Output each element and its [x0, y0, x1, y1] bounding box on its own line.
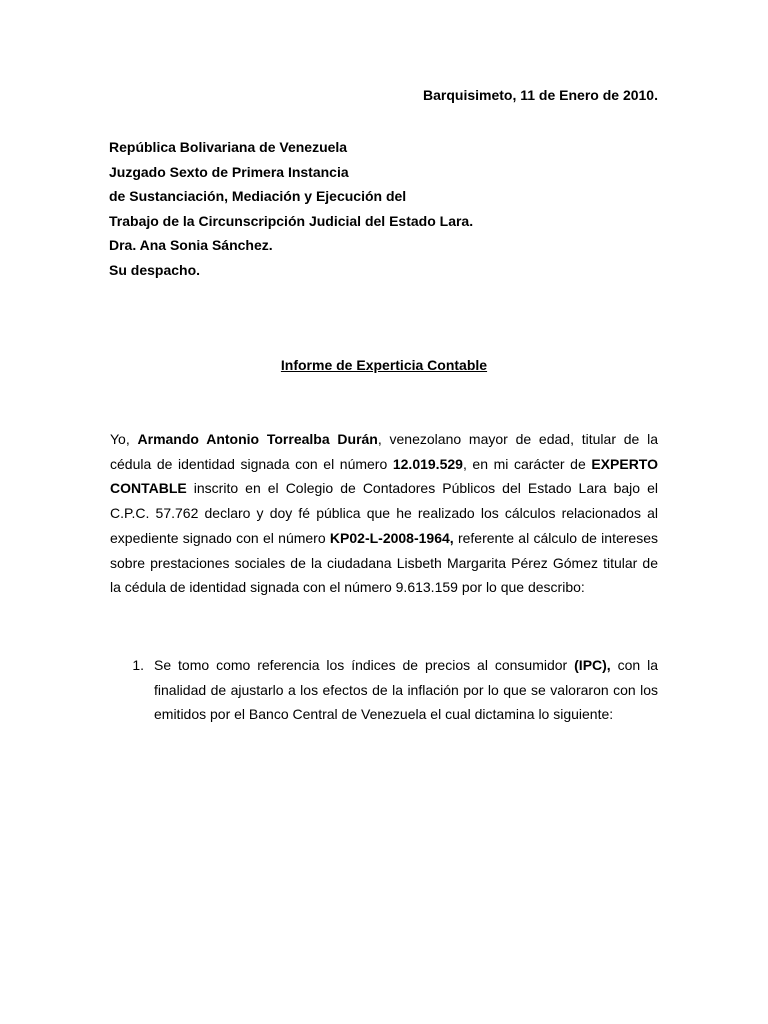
addressee-line: República Bolivariana de Venezuela	[109, 139, 348, 155]
id-number: 12.019.529	[392, 455, 463, 472]
list-item-segment: con la finalidad de ajustarlo a los efectos de la inflación por lo que se valoraron con los emitidos por el Banco Central de Venezuela el cual dictamina lo siguiente:	[154, 657, 659, 723]
paragraph-text: , venezolano mayor de edad, titular de la cédula de identidad signada con el número	[110, 431, 659, 472]
document-title: Informe de Experticia Contable	[280, 357, 488, 373]
addressee-line: Trabajo de la Circunscripción Judicial del Estado Lara.	[109, 212, 474, 229]
addressee-block	[109, 135, 473, 283]
expert-role: EXPERTO CONTABLE	[110, 455, 658, 497]
paragraph-text: inscrito en el Colegio de Contadores Públicos del Estado Lara bajo el C.P.C. 57.762 declaro y doy fé pública que he realizado los cálculos relacionados al expediente signado con el número	[110, 480, 658, 546]
body-paragraph	[110, 427, 658, 600]
addressee-line: Juzgado Sexto de Primera Instancia	[109, 163, 349, 180]
list-item	[110, 653, 658, 727]
numbered-list	[110, 653, 658, 727]
paragraph-text: , en mi carácter de	[462, 455, 592, 472]
document-date: Barquisimeto, 11 de Enero de 2010.	[423, 87, 658, 103]
addressee-line: Dra. Ana Sonia Sánchez.	[109, 237, 273, 254]
addressee-line: de Sustanciación, Mediación y Ejecución del	[109, 188, 407, 205]
paragraph-text: referente al cálculo de intereses sobre prestaciones sociales de la ciudadana Lisbeth Margarita Pérez Gómez titular de la cédula de identidad signada con el número 9.613.159 por lo que describo:	[110, 529, 658, 596]
paragraph-text: Yo,	[110, 431, 138, 447]
list-item-number: 1.	[132, 657, 144, 673]
addressee-line: Su despacho.	[109, 261, 201, 278]
expert-name: Armando Antonio Torrealba Durán	[137, 431, 378, 447]
list-item-segment: Se tomo como referencia los índices de precios al consumidor	[154, 657, 575, 673]
list-item-text	[154, 653, 658, 727]
ipc-term: (IPC),	[574, 657, 611, 673]
case-number: KP02-L-2008-1964,	[329, 529, 454, 546]
